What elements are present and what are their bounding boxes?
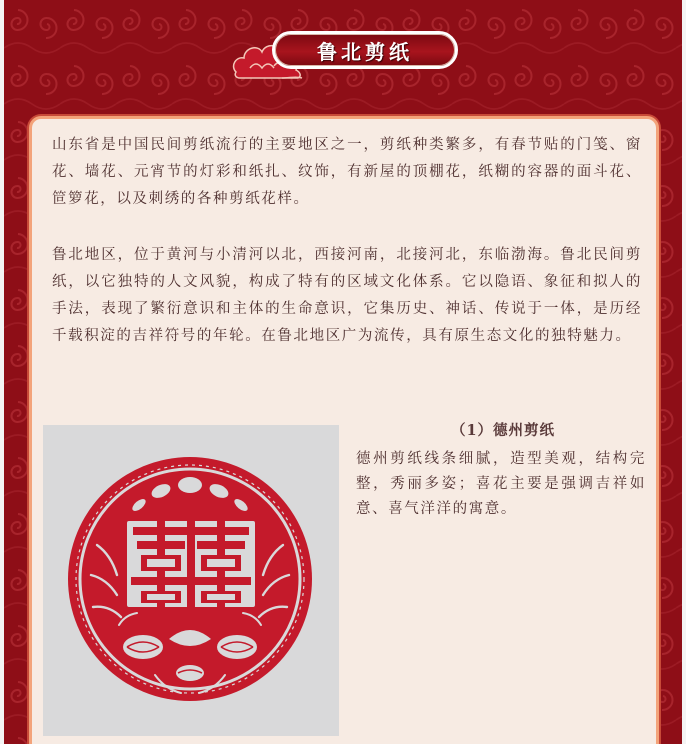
intro-paragraph: 山东省是中国民间剪纸流行的主要地区之一，剪纸种类繁多，有春节贴的门笺、窗花、墙花、元宵节的灯彩和纸扎、纹饰，有新屋的顶棚花，纸糊的容器的面斗花、笸箩花，以及刺绣的各种剪纸花样。 — [52, 137, 642, 207]
page-title: 鲁北剪纸 — [317, 39, 413, 64]
section-text-dezhou: 德州剪纸线条细腻，造型美观，结构完整，秀丽多姿；喜花主要是强调吉祥如意、喜气洋洋的寓意。 — [356, 451, 646, 517]
papercut-photo — [43, 425, 339, 736]
double-happiness-papercut — [43, 425, 339, 736]
page-frame — [4, 0, 682, 744]
title-badge — [272, 31, 458, 69]
section-heading-dezhou: （1）德州剪纸 — [450, 422, 556, 439]
content-card — [29, 116, 659, 744]
region-paragraph: 鲁北地区，位于黄河与小清河以北，西接河南，北接河北，东临渤海。鲁北民间剪纸，以它独特的人文风貌，构成了特有的区域文化体系。它以隐语、象征和拟人的手法，表现了繁衍意识和主体的生命意识，它集历史、神话、传说于一体，是历经千载积淀的吉祥符号的年轮。在鲁北地区广为流传，具有原生态文化的独特魅力。 — [52, 247, 642, 344]
